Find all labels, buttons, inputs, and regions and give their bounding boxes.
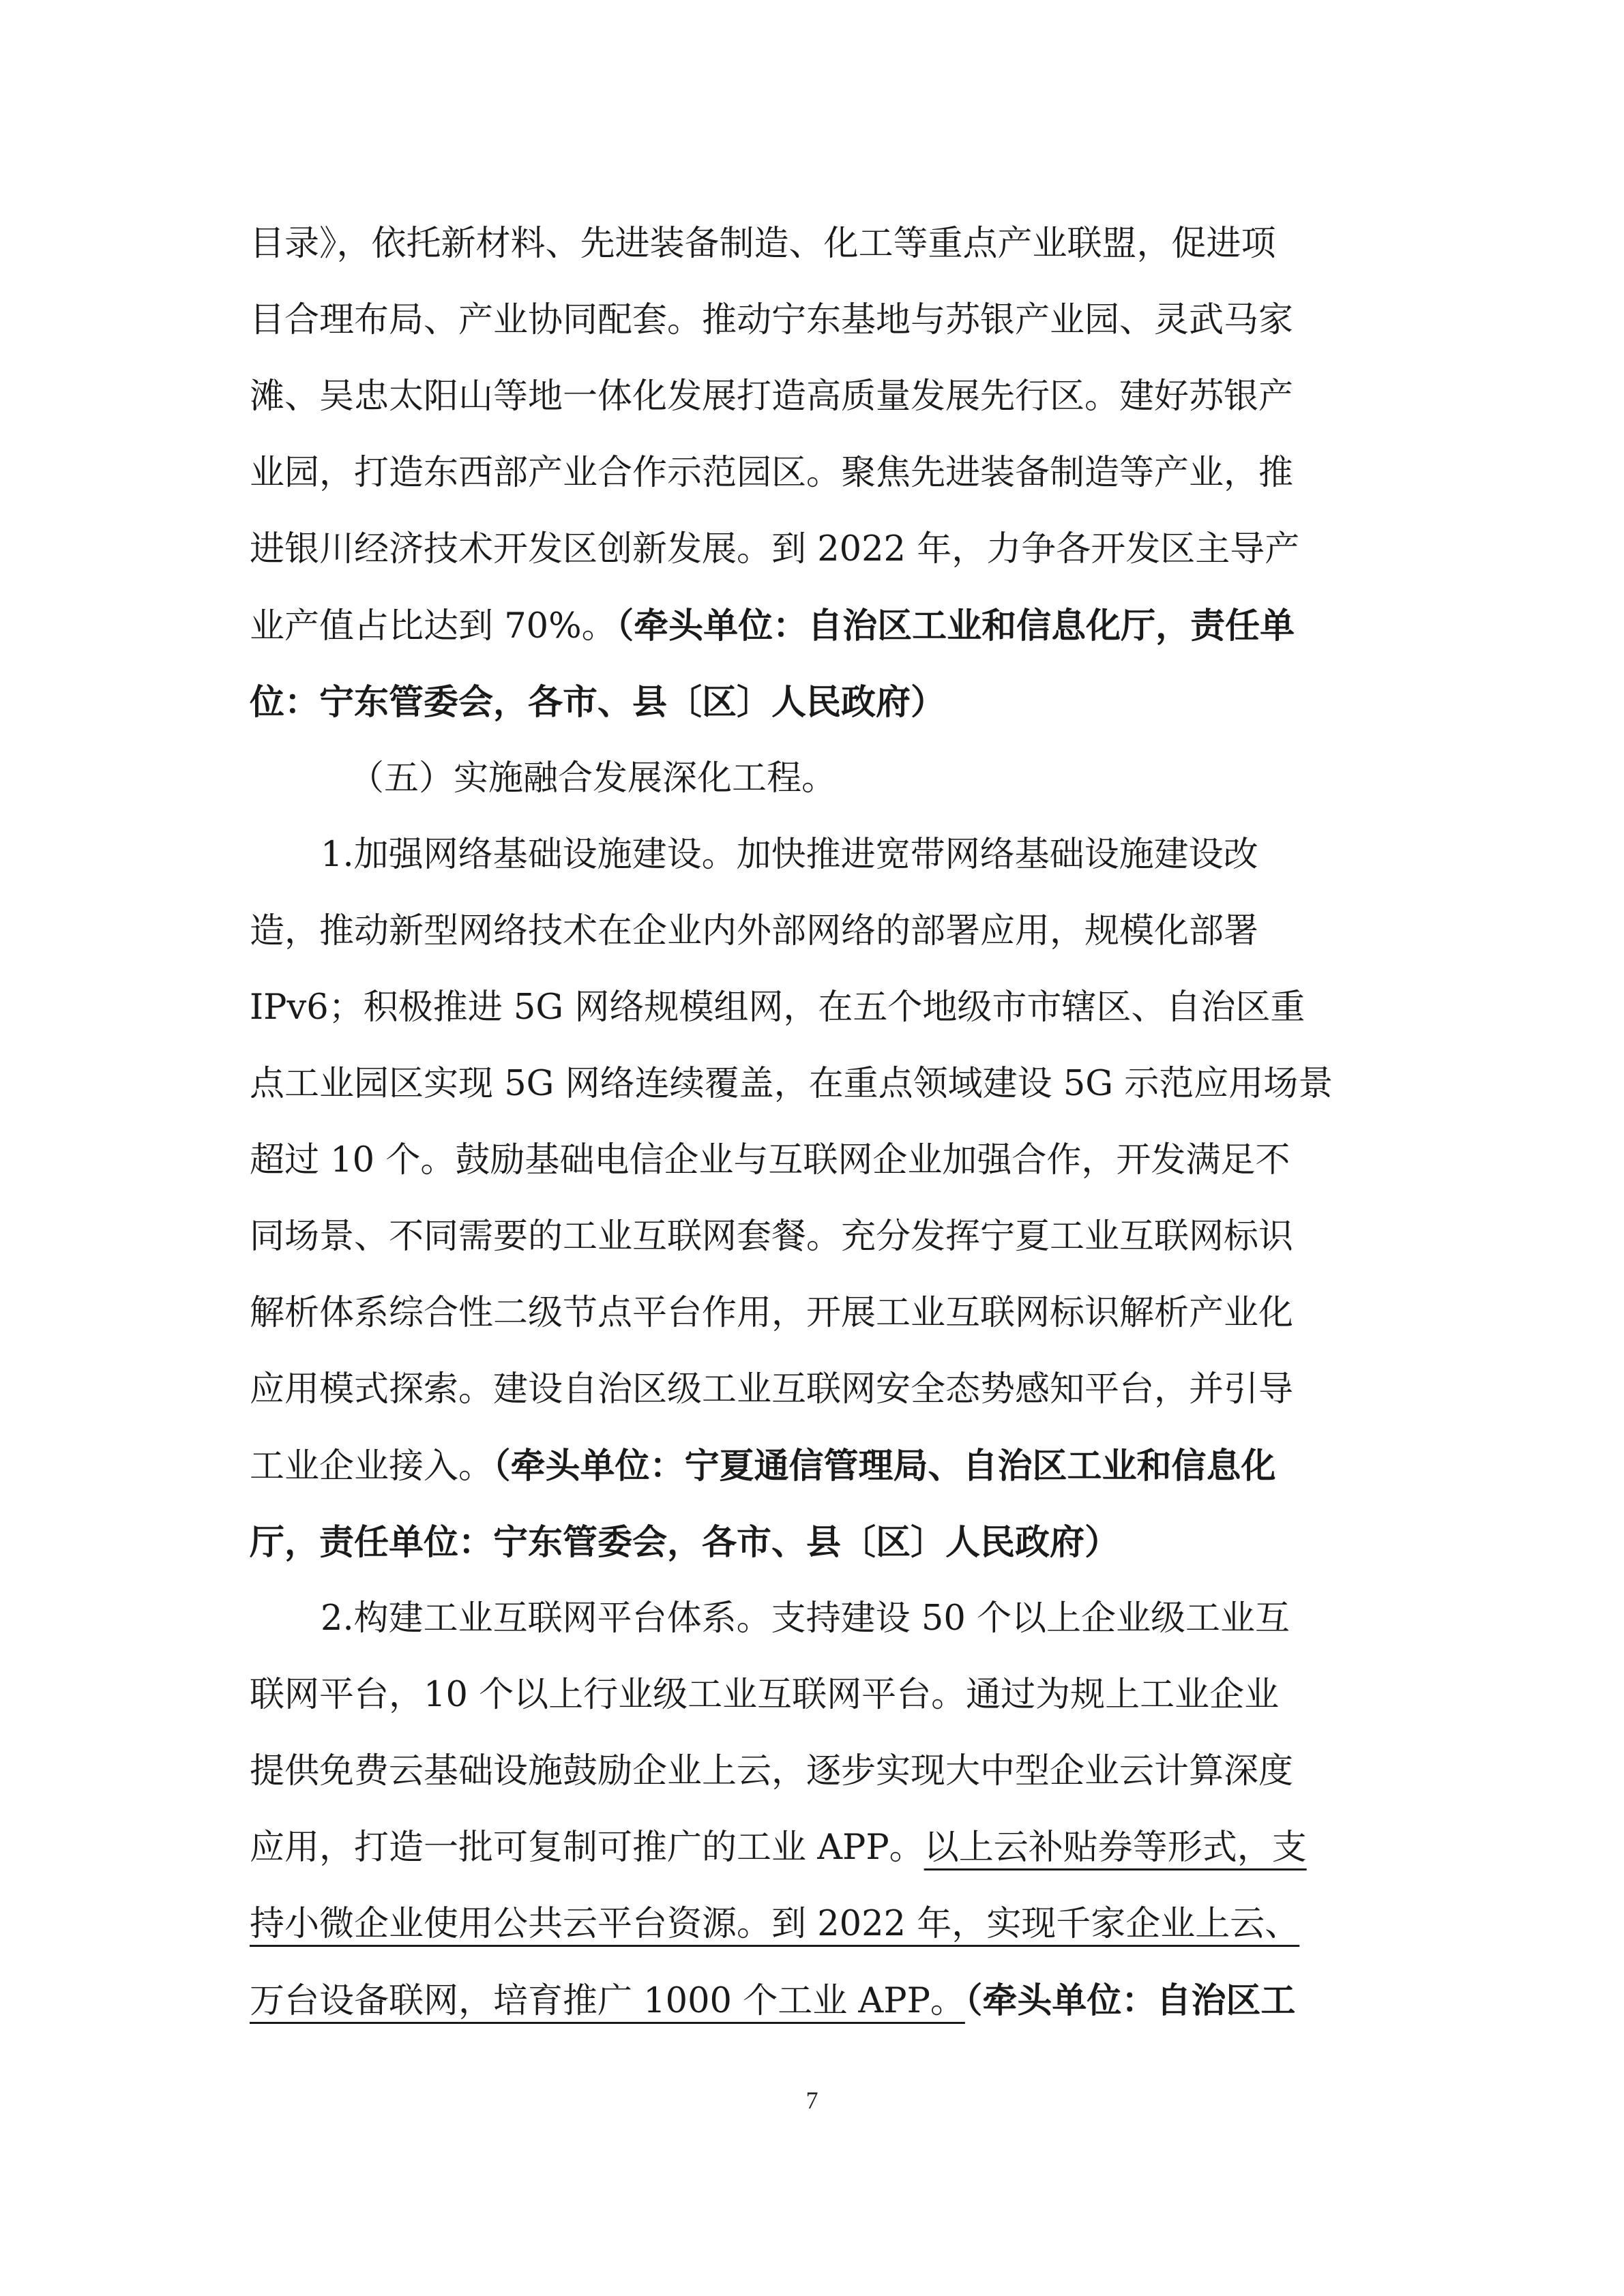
text-segment: 业产值占比达到 70%。: [250, 606, 617, 646]
text-segment: 万台设备联网，培育推广 1000 个工业 APP。: [250, 1981, 965, 2021]
text-segment: （牵头单位：宁夏通信管理局、自治区工业和信息化: [493, 1446, 1276, 1487]
text-line: [250, 891, 1382, 972]
text-line: [250, 1731, 1382, 1813]
text-line: [250, 1349, 1382, 1431]
text-segment: 目合理布局、产业协同配套。推动宁东基地与苏银产业园、灵武马家: [250, 300, 1294, 340]
text-line: [250, 203, 1382, 285]
text-segment: 点工业园区实现 5G 网络连续覆盖，在重点领域建设 5G 示范应用场景: [250, 1064, 1333, 1104]
text-line: [250, 1960, 1382, 2042]
text-line: [250, 1272, 1382, 1354]
text-line: [250, 1425, 1382, 1507]
text-line: [250, 356, 1382, 438]
text-segment: 目录》，依托新材料、先进装备制造、化工等重点产业联盟，促进项: [250, 224, 1276, 264]
text-segment: 业园，打造东西部产业合作示范园区。聚焦先进装备制造等产业，推: [250, 453, 1294, 493]
text-segment: 应用，打造一批可复制可推广的工业 APP。: [250, 1828, 924, 1868]
text-line: [250, 280, 1382, 361]
text-segment: IPv6；积极推进 5G 网络规模组网，在五个地级市市辖区、自治区重: [250, 987, 1305, 1028]
text-segment: （牵头单位：自治区工: [964, 1980, 1296, 2021]
text-line: [250, 1883, 1382, 1965]
text-line: [250, 967, 1382, 1049]
text-segment: 位：宁东管委会，各市、县〔区〕人民政府）: [250, 682, 946, 723]
text-line: [321, 814, 1382, 896]
text-segment: 应用模式探索。建设自治区级工业互联网安全态势感知平台，并引导: [250, 1369, 1294, 1410]
text-segment: 提供免费云基础设施鼓励企业上云，逐步实现大中型企业云计算深度: [250, 1751, 1294, 1791]
text-segment: 联网平台，10 个以上行业级工业互联网平台。通过为规上工业企业: [250, 1675, 1280, 1715]
text-segment: 进银川经济技术开发区创新发展。到 2022 年，力争各开发区主导产: [250, 529, 1300, 569]
text-line: [321, 1578, 1382, 1660]
text-segment: （牵头单位：自治区工业和信息化厅，责任单: [616, 606, 1295, 646]
text-line: [349, 738, 1382, 820]
text-segment: 造，推动新型网络技术在企业内外部网络的部署应用，规模化部署: [250, 911, 1259, 951]
text-segment: 解析体系综合性二级节点平台作用，开展工业互联网标识解析产业化: [250, 1293, 1294, 1333]
text-line: [250, 1502, 1382, 1583]
text-segment: 工业企业接入。: [250, 1446, 494, 1487]
text-line: [250, 1120, 1382, 1202]
text-line: [250, 1043, 1382, 1125]
text-segment: 超过 10 个。鼓励基础电信企业与互联网企业加强合作，开发满足不: [250, 1140, 1290, 1180]
page-number: 7: [806, 2087, 818, 2114]
text-line: [250, 509, 1382, 591]
text-line: [250, 432, 1382, 514]
text-segment: 厅，责任单位：宁东管委会，各市、县〔区〕人民政府）: [250, 1522, 1120, 1563]
text-segment: 同场景、不同需要的工业互联网套餐。充分发挥宁夏工业互联网标识: [250, 1217, 1294, 1257]
text-line: [250, 1654, 1382, 1736]
text-segment: 持小微企业使用公共云平台资源。到 2022 年，实现千家企业上云、: [250, 1904, 1300, 1944]
text-line: [250, 661, 1382, 743]
text-line: [250, 585, 1382, 667]
text-segment: （五）实施融合发展深化工程。: [349, 758, 837, 799]
text-segment: 以上云补贴券等形式，支: [924, 1828, 1307, 1868]
text-segment: 1.加强网络基础设施建设。加快推进宽带网络基础设施建设改: [321, 835, 1258, 875]
text-line: [250, 1807, 1382, 1889]
text-line: [250, 1196, 1382, 1278]
text-segment: 滩、吴忠太阳山等地一体化发展打造高质量发展先行区。建好苏银产: [250, 376, 1294, 417]
text-segment: 2.构建工业互联网平台体系。支持建设 50 个以上企业级工业互: [321, 1598, 1290, 1639]
